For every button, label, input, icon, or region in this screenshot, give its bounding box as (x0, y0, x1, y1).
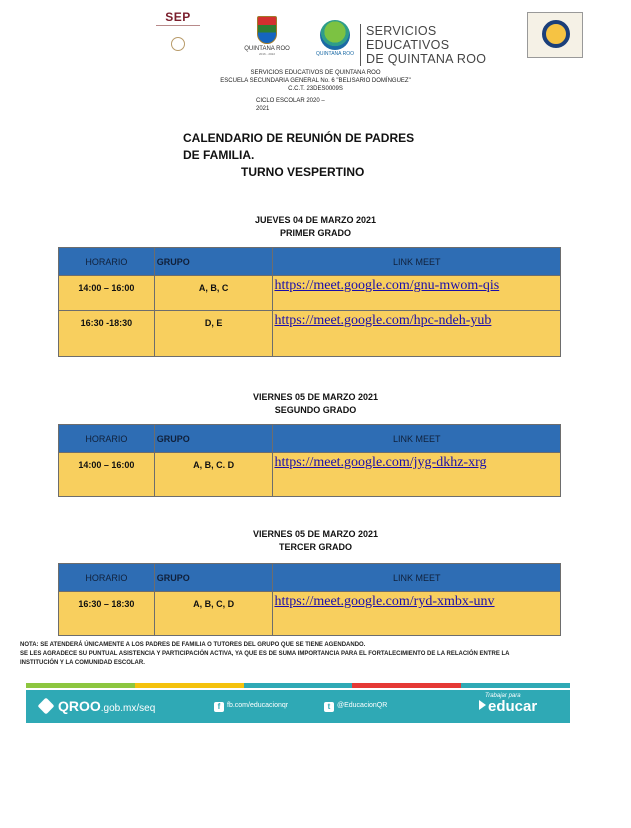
cell-link (273, 592, 561, 636)
quintana-roo-government-logo (243, 16, 291, 56)
cell-grupo: A, B, C, D (154, 592, 273, 636)
qroo-gob-logo (40, 698, 155, 714)
stripe-segment (26, 683, 135, 688)
tree-icon (320, 20, 350, 50)
national-seal-icon (171, 37, 185, 51)
stripe-segment (461, 683, 570, 688)
column-header-horario: HORARIO (59, 248, 155, 276)
column-header-link: LINK MEET (273, 425, 561, 453)
school-cycle-line-2: 2021 (256, 106, 270, 112)
qroo-logo-years: 2016 - 2022 (258, 52, 275, 56)
section-heading-tercer-grado (0, 528, 631, 554)
trabajar-para-educar-logo (479, 693, 549, 715)
column-header-horario: HORARIO (59, 425, 155, 453)
meet-link[interactable]: https://meet.google.com/gnu-mwom-qis (274, 278, 500, 293)
column-header-horario: HORARIO (59, 564, 155, 592)
schedule-table-primer-grado (58, 247, 561, 357)
cell-horario: 16:30 – 18:30 (59, 592, 155, 636)
school-crest-icon (542, 20, 570, 48)
column-header-grupo: GRUPO (154, 425, 273, 453)
cell-horario: 14:00 – 16:00 (59, 453, 155, 497)
sep-logo-rule (156, 25, 200, 33)
school-info-line-2: ESCUELA SECUNDARIA GENERAL No. 6 "BELISARIO DOMÍNGUEZ" (220, 78, 411, 84)
table-row (59, 276, 561, 311)
title-line-2: DE FAMILIA. (183, 148, 255, 162)
school-info-line-1: SERVICIOS EDUCATIVOS DE QUINTANA ROO (250, 70, 381, 76)
tree-logo-name: QUINTANA ROO (316, 51, 354, 57)
qroo-logo-name: QUINTANA ROO (244, 46, 290, 52)
table-header-row (59, 564, 561, 592)
column-header-grupo: GRUPO (154, 248, 273, 276)
school-crest-logo (527, 12, 583, 58)
title-line-3: TURNO VESPERTINO (241, 165, 365, 179)
section-date: JUEVES 04 DE MARZO 2021 (254, 215, 377, 225)
schedule-table-tercer-grado (58, 563, 561, 636)
qroo-logo-url: .gob.mx/seq (100, 703, 156, 714)
state-shield-icon (257, 16, 277, 44)
qroo-diamond-icon (38, 698, 55, 715)
stripe-segment (244, 683, 353, 688)
edu-logo-word: educar (488, 698, 538, 715)
qroo-logo-text: QROO (58, 698, 101, 714)
school-info (0, 69, 631, 93)
cell-grupo: A, B, C (154, 276, 273, 311)
column-header-link: LINK MEET (273, 248, 561, 276)
edu-logo-big (479, 699, 549, 715)
cell-link (273, 276, 561, 311)
play-icon (479, 700, 486, 710)
color-stripe (26, 683, 570, 688)
table-row (59, 453, 561, 497)
table-header-row (59, 425, 561, 453)
sep-logo-text: SEP (165, 10, 191, 24)
edu-logo-small: Trabajar para (485, 693, 521, 699)
section-heading-primer-grado (0, 214, 631, 240)
section-heading-segundo-grado (0, 391, 631, 417)
cell-grupo: A, B, C. D (154, 453, 273, 497)
note-line-1: NOTA: SE ATENDERÁ ÚNICAMENTE A LOS PADRES DE FAMILIA O TUTORES DEL GRUPO QUE SE TIENE AGENDANDO. (20, 642, 366, 648)
meet-link[interactable]: https://meet.google.com/ryd-xmbx-unv (274, 594, 495, 609)
stripe-segment (352, 683, 461, 688)
school-info-line-3: C.C.T. 23DES0009S (288, 86, 343, 92)
twitter-contact (324, 702, 387, 712)
servicios-educativos-wordmark (360, 24, 520, 66)
footer-note (20, 641, 615, 668)
footer-banner (26, 690, 570, 723)
stripe-segment (135, 683, 244, 688)
column-header-link: LINK MEET (273, 564, 561, 592)
section-date: VIERNES 05 DE MARZO 2021 (252, 529, 379, 539)
cell-horario: 14:00 – 16:00 (59, 276, 155, 311)
meet-link[interactable]: https://meet.google.com/hpc-ndeh-yub (274, 313, 492, 328)
column-header-grupo: GRUPO (154, 564, 273, 592)
note-line-2: SE LES AGRADECE SU PUNTUAL ASISTENCIA Y PARTICIPACIÓN ACTIVA, YA QUE ES DE SUMA IMPORTANCIA PARA EL FORTALECIMIENTO DE LA RELACIÓN ENTRE LA (20, 651, 510, 657)
table-row (59, 311, 561, 357)
facebook-icon: f (214, 702, 224, 712)
note-line-3: INSTITUCIÓN Y LA COMUNIDAD ESCOLAR. (20, 660, 145, 666)
title-line-1: CALENDARIO DE REUNIÓN DE PADRES (183, 131, 415, 145)
table-row (59, 592, 561, 636)
cell-link (273, 453, 561, 497)
meet-link[interactable]: https://meet.google.com/jyg-dkhz-xrg (274, 455, 487, 470)
cell-horario: 16:30 -18:30 (59, 311, 155, 357)
wordmark-line-2: DE QUINTANA ROO (366, 52, 487, 66)
cell-grupo: D, E (154, 311, 273, 357)
facebook-handle: fb.com/educacionqr (227, 702, 289, 709)
section-grade: TERCER GRADO (278, 542, 352, 552)
cell-link (273, 311, 561, 357)
section-grade: SEGUNDO GRADO (274, 405, 357, 415)
facebook-contact (214, 702, 288, 712)
section-date: VIERNES 05 DE MARZO 2021 (252, 392, 379, 402)
document-title (183, 130, 414, 181)
sep-logo (156, 10, 200, 51)
schedule-table-segundo-grado (58, 424, 561, 497)
twitter-handle: @EducacionQR (337, 702, 388, 709)
school-cycle-line-1: CICLO ESCOLAR 2020 – (256, 98, 325, 104)
table-header-row (59, 248, 561, 276)
wordmark-line-1: SERVICIOS EDUCATIVOS (366, 24, 450, 52)
section-grade: PRIMER GRADO (279, 228, 351, 238)
seq-tree-logo (312, 20, 358, 57)
school-cycle (256, 97, 325, 113)
twitter-icon: t (324, 702, 334, 712)
